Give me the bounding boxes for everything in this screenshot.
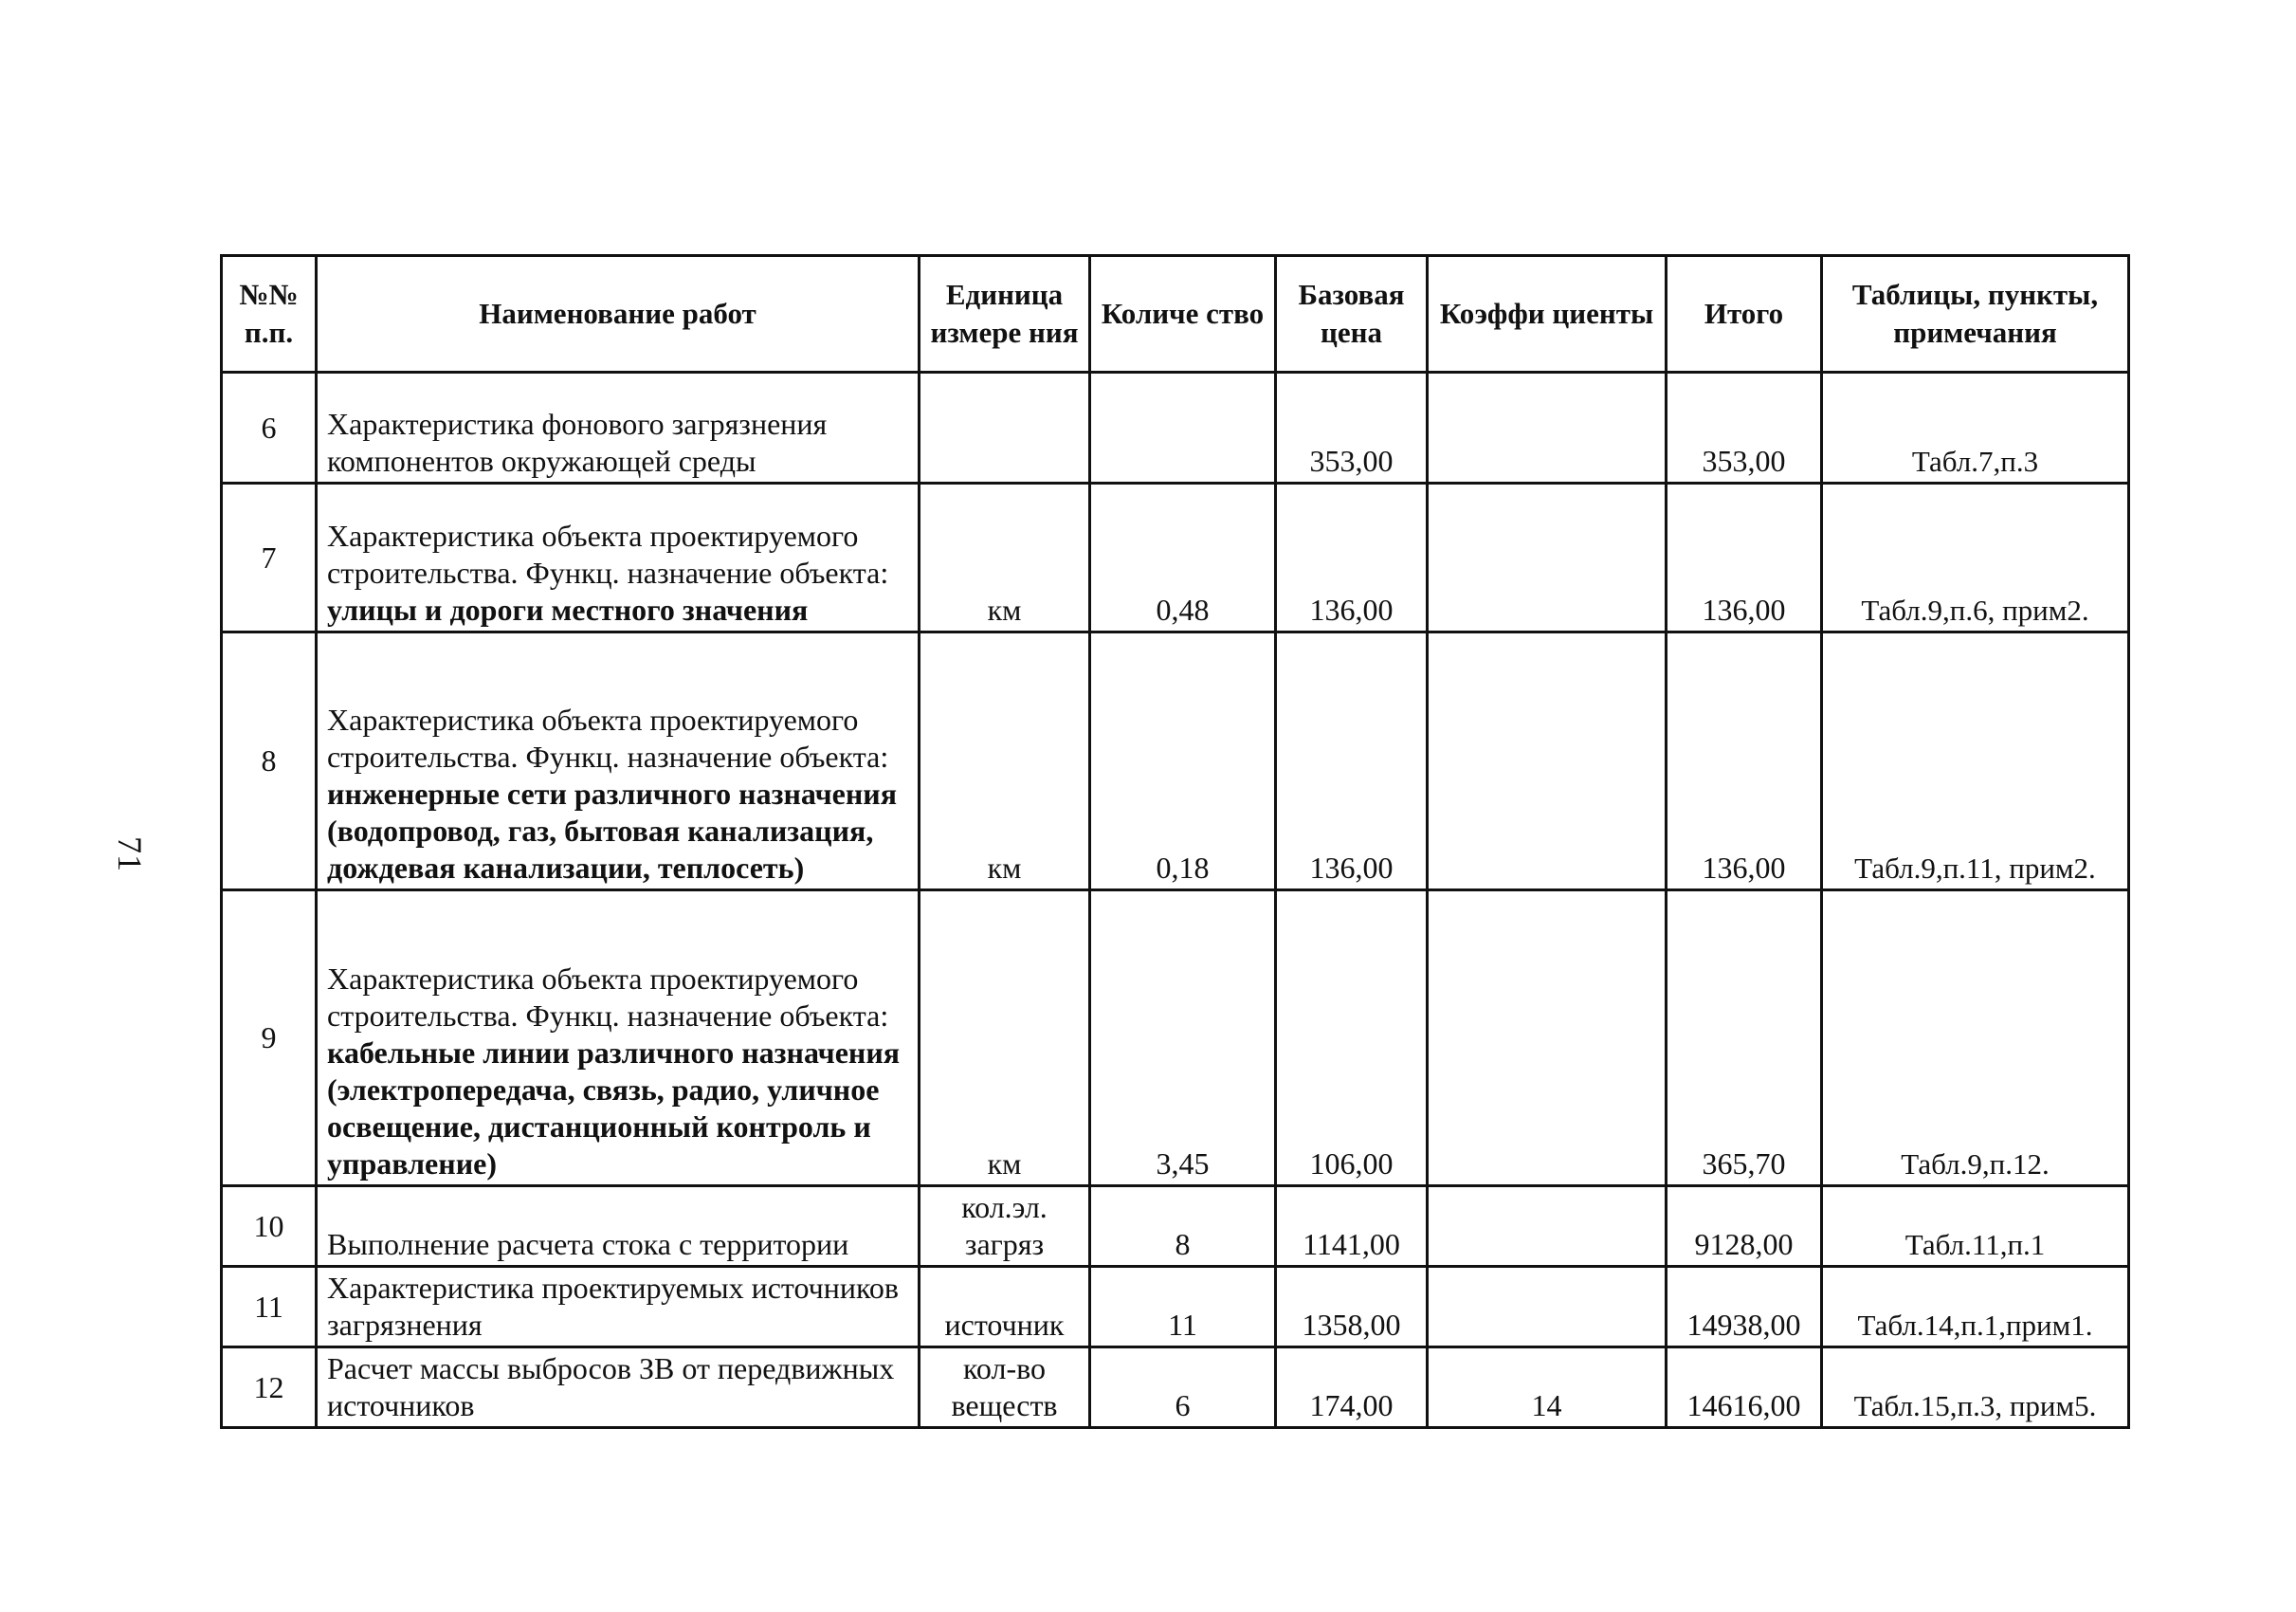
row-num: 10 — [222, 1186, 317, 1267]
row-qty: 8 — [1090, 1186, 1276, 1267]
row-name — [317, 890, 920, 1186]
row-notes: Табл.9,п.6, прим2. — [1822, 484, 2129, 632]
header-name: Наименование работ — [317, 256, 920, 373]
row-total: 365,70 — [1667, 890, 1822, 1186]
row-name — [317, 1267, 920, 1347]
row-total: 136,00 — [1667, 632, 1822, 890]
table-row — [222, 1267, 2129, 1347]
row-name-text: Характеристика объекта проектируемого строительства. Функц. назначение объекта: — [327, 519, 889, 590]
table-row — [222, 1186, 2129, 1267]
page-number: 71 — [111, 836, 149, 872]
row-num: 6 — [222, 373, 317, 484]
row-coef — [1428, 1186, 1667, 1267]
row-unit — [920, 1186, 1090, 1267]
header-notes: Таблицы, пункты, примечания — [1822, 256, 2129, 373]
row-name — [317, 1186, 920, 1267]
header-base-price: Базовая цена — [1276, 256, 1428, 373]
row-name — [317, 632, 920, 890]
row-base-price: 1358,00 — [1276, 1267, 1428, 1347]
row-num: 7 — [222, 484, 317, 632]
table-row — [222, 632, 2129, 890]
row-unit-line1: кол.эл. — [961, 1190, 1048, 1224]
row-base-price: 136,00 — [1276, 484, 1428, 632]
table-row — [222, 484, 2129, 632]
row-total: 136,00 — [1667, 484, 1822, 632]
row-num: 11 — [222, 1267, 317, 1347]
table-row — [222, 1347, 2129, 1428]
row-qty: 0,18 — [1090, 632, 1276, 890]
row-notes: Табл.15,п.3, прим5. — [1822, 1347, 2129, 1428]
row-coef — [1428, 890, 1667, 1186]
row-name-text: Расчет массы выбросов ЗВ от передвижных источников — [327, 1351, 895, 1422]
row-coef — [1428, 632, 1667, 890]
row-name-bold: инженерные сети различного назначения (водопровод, газ, бытовая канализация, дождевая канализации, теплосеть) — [327, 777, 898, 885]
header-num: №№ п.п. — [222, 256, 317, 373]
table-row — [222, 890, 2129, 1186]
row-unit-line1: км — [987, 593, 1022, 627]
row-name-text: Характеристика объекта проектируемого строительства. Функц. назначение объекта: — [327, 703, 889, 774]
row-unit-line2: веществ — [951, 1388, 1058, 1422]
row-qty: 0,48 — [1090, 484, 1276, 632]
row-name — [317, 373, 920, 484]
row-qty: 6 — [1090, 1347, 1276, 1428]
row-name-text: Выполнение расчета стока с территории — [327, 1227, 849, 1261]
row-base-price: 1141,00 — [1276, 1186, 1428, 1267]
row-coef — [1428, 484, 1667, 632]
row-total: 14616,00 — [1667, 1347, 1822, 1428]
row-name-text: Характеристика проектируемых источников загрязнения — [327, 1271, 900, 1342]
header-unit: Единица измере ния — [920, 256, 1090, 373]
row-notes: Табл.7,п.3 — [1822, 373, 2129, 484]
row-coef — [1428, 1267, 1667, 1347]
row-name-bold: улицы и дороги местного значения — [327, 593, 809, 627]
row-notes: Табл.14,п.1,прим1. — [1822, 1267, 2129, 1347]
row-unit — [920, 373, 1090, 484]
row-unit-line1: кол-во — [962, 1351, 1046, 1385]
header-coef: Коэффи циенты — [1428, 256, 1667, 373]
table-row — [222, 373, 2129, 484]
row-coef: 14 — [1428, 1347, 1667, 1428]
row-base-price: 136,00 — [1276, 632, 1428, 890]
row-num: 9 — [222, 890, 317, 1186]
row-unit — [920, 890, 1090, 1186]
row-unit — [920, 484, 1090, 632]
row-coef — [1428, 373, 1667, 484]
row-total: 9128,00 — [1667, 1186, 1822, 1267]
row-unit — [920, 1347, 1090, 1428]
row-unit-line2: загряз — [964, 1227, 1045, 1261]
row-base-price: 174,00 — [1276, 1347, 1428, 1428]
row-unit-line1: км — [987, 851, 1022, 885]
row-qty: 11 — [1090, 1267, 1276, 1347]
row-base-price: 106,00 — [1276, 890, 1428, 1186]
row-notes: Табл.9,п.12. — [1822, 890, 2129, 1186]
row-notes: Табл.11,п.1 — [1822, 1186, 2129, 1267]
row-unit — [920, 632, 1090, 890]
row-unit — [920, 1267, 1090, 1347]
row-name — [317, 1347, 920, 1428]
row-qty: 3,45 — [1090, 890, 1276, 1186]
row-num: 8 — [222, 632, 317, 890]
row-base-price: 353,00 — [1276, 373, 1428, 484]
row-num: 12 — [222, 1347, 317, 1428]
header-total: Итого — [1667, 256, 1822, 373]
row-qty — [1090, 373, 1276, 484]
row-name-text: Характеристика фонового загрязнения компонентов окружающей среды — [327, 407, 828, 478]
row-notes: Табл.9,п.11, прим2. — [1822, 632, 2129, 890]
row-name-bold: кабельные линии различного назначения (электропередача, связь, радио, уличное освещение, дистанционный контроль и управление) — [327, 1035, 901, 1181]
row-total: 353,00 — [1667, 373, 1822, 484]
works-table — [220, 254, 2130, 1429]
table-header-row — [222, 256, 2129, 373]
row-unit-line1: км — [987, 1146, 1022, 1181]
row-name-text: Характеристика объекта проектируемого строительства. Функц. назначение объекта: — [327, 962, 889, 1033]
row-name — [317, 484, 920, 632]
row-unit-line1: источник — [944, 1308, 1065, 1342]
row-total: 14938,00 — [1667, 1267, 1822, 1347]
header-qty: Количе ство — [1090, 256, 1276, 373]
